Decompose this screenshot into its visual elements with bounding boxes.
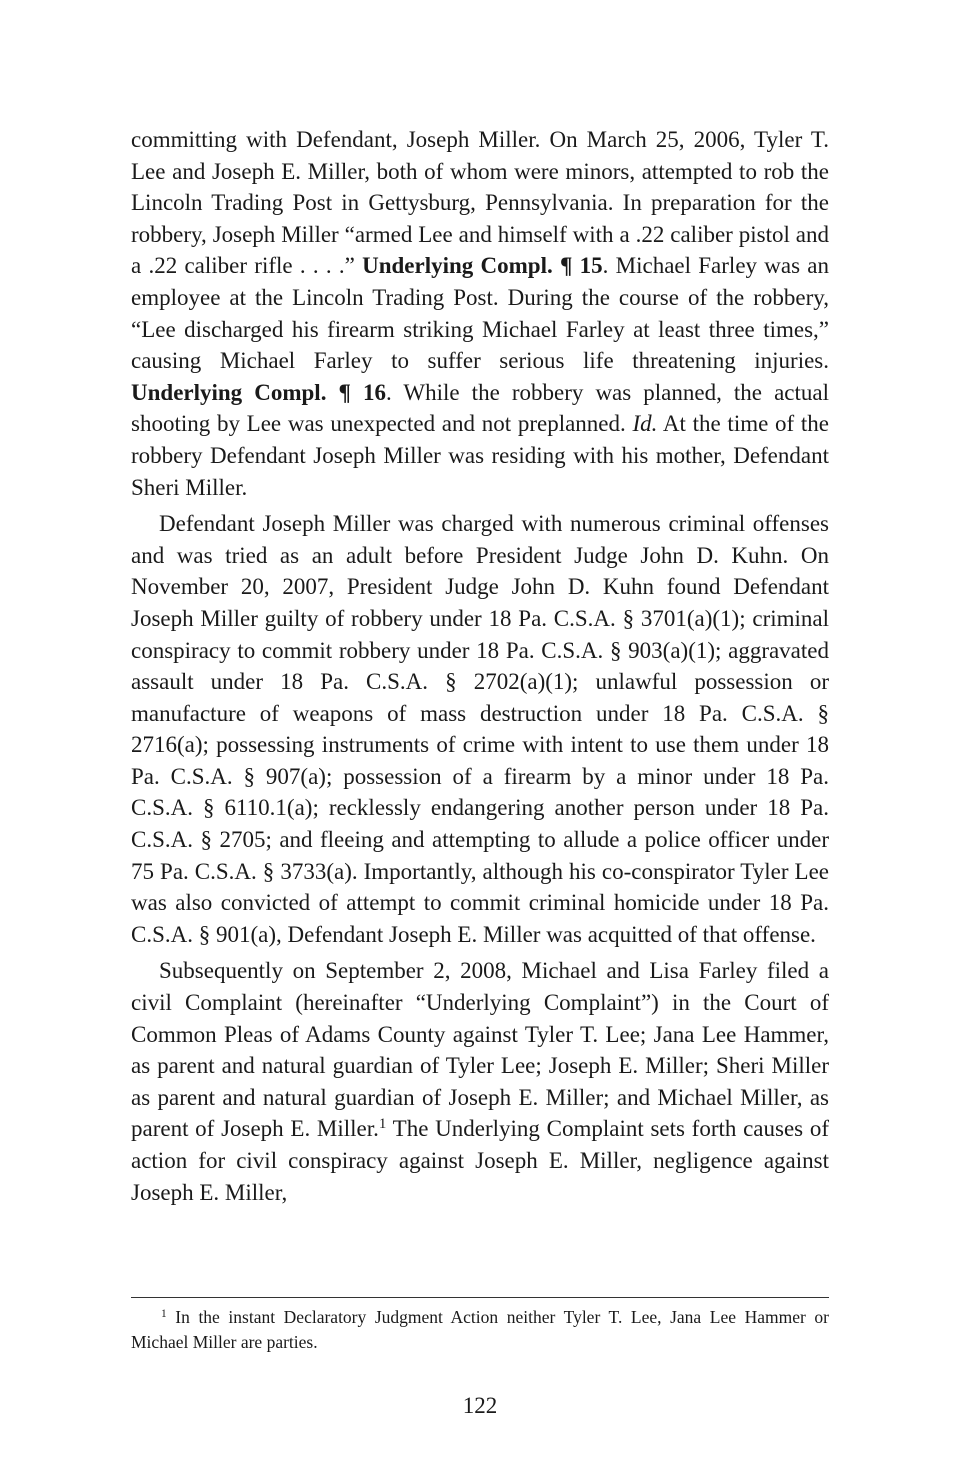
footnote-divider: [131, 1297, 829, 1298]
paragraph-1-text-c: . While the robbery was planned, the actual shooting by Lee was unexpected and not preplanned.: [131, 379, 829, 437]
paragraph-2: Defendant Joseph Miller was charged with numerous criminal offenses and was tried as an adult before President Judge John D. Kuhn. On November 20, 2007, President Judge John D. Kuhn found Defendant Joseph Miller guilty of robbery under 18 Pa. C.S.A. § 3701(a)(1); criminal conspiracy to commit robbery under 18 Pa. C.S.A. § 903(a)(1); aggravated assault under 18 Pa. C.S.A. § 2702(a)(1); unlawful possession or manufacture of weapons of mass destruction under 18 Pa. C.S.A. § 2716(a); possessing instruments of crime with intent to use them under 18 Pa. C.S.A. § 907(a); possession of a firearm by a minor under 18 Pa. C.S.A. § 6110.1(a); recklessly endangering another person under 18 Pa. C.S.A. § 2705; and fleeing and attempting to allude a police officer under 75 Pa. C.S.A. § 3733(a). Importantly, although his co-conspirator Tyler Lee was also convicted of attempt to commit criminal homicide under 18 Pa. C.S.A. § 901(a), Defendant Joseph E. Miller was acquitted of that offense.: [131, 511, 829, 947]
paragraph-3-text-a: Subsequently on September 2, 2008, Michael and Lisa Farley filed a civil Complaint (hereinafter “Underlying Complaint”) in the Court of Common Pleas of Adams County against Tyler T. Lee; Jana Lee Hammer, as parent and natural guardian of Tyler Lee; Joseph E. Miller; Sheri Miller as parent and natural guardian of Joseph E. Miller; and Michael Miller, as parent of Joseph E. Miller.: [131, 958, 829, 1142]
citation-id: Id.: [632, 411, 658, 437]
page-body: [131, 124, 829, 1213]
footnote-marker: 1: [161, 1307, 167, 1320]
paragraph-3-text-b: The Underlying Complaint sets forth causes of action for civil conspiracy against Joseph E. Miller, negligence against Joseph E. Miller,: [131, 1116, 829, 1205]
citation-underlying-compl-16: Underlying Compl. ¶ 16: [131, 379, 387, 405]
paragraph-1-text-b: . Michael Farley was an employee at the Lincoln Trading Post. During the course of the robbery, “Lee discharged his firearm striking Michael Farley at least three times,” causing Michael Farley to suffer serious life threatening injuries.: [131, 253, 830, 374]
paragraph-1-text-d: At the time of the robbery Defendant Joseph Miller was residing with his mother, Defendant Sheri Miller.: [131, 411, 830, 500]
paragraph-1-text-a: committing with Defendant, Joseph Miller. On March 25, 2006, Tyler T. Lee and Joseph E. Miller, both of whom were minors, attempted to rob the Lincoln Trading Post in Gettysburg, Pennsylvania. In preparation for the robbery, Joseph Miller “armed Lee and himself with a .22 caliber pistol and a .22 caliber rifle . . . .”: [131, 127, 829, 279]
footnote-reference: 1: [378, 1116, 387, 1133]
paragraph-1: [131, 124, 829, 503]
footnote: [131, 1305, 829, 1355]
footnote-text: In the instant Declaratory Judgment Action neither Tyler T. Lee, Jana Lee Hammer or Michael Miller are parties.: [131, 1307, 829, 1352]
citation-underlying-compl-15: Underlying Compl. ¶ 15: [362, 253, 603, 279]
paragraph-3: [131, 955, 829, 1208]
page-number: 122: [462, 1393, 498, 1418]
